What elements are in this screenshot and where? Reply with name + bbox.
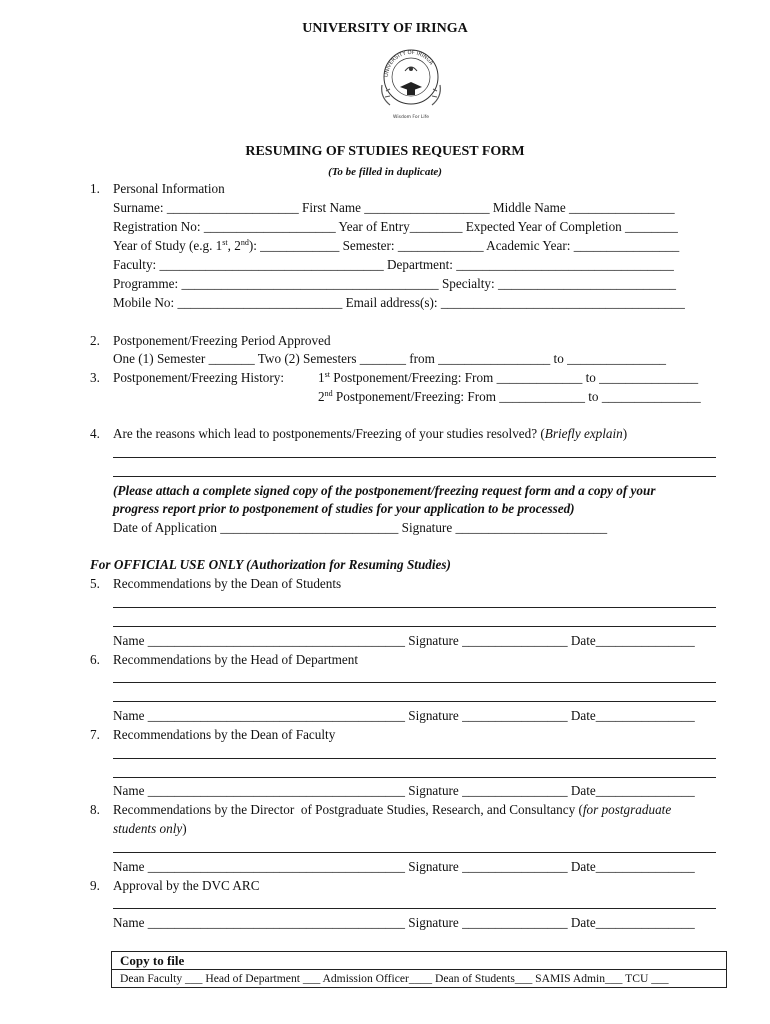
answer-line-8a[interactable] [113, 852, 716, 853]
year-of-study-label-a: Year of Study (e.g. 1 [113, 238, 223, 253]
sign-line-9[interactable]: Name _______________________________________ Signature ________________ Date_______________ [113, 915, 695, 930]
section-title-dvc-arc: Approval by the DVC ARC [113, 878, 260, 893]
sup-st: st [222, 238, 228, 247]
first-num: 1 [318, 370, 325, 385]
university-name: UNIVERSITY OF IRINGA [302, 21, 468, 36]
sign-line-5[interactable]: Name _______________________________________ Signature ________________ Date_______________ [113, 633, 695, 648]
answer-line-4b[interactable] [113, 476, 716, 477]
sign-line-8[interactable]: Name _______________________________________ Signature ________________ Date_______________ [113, 859, 695, 874]
mobile-line[interactable]: Mobile No: _________________________ Email address(s): _____________________________________ [113, 295, 685, 310]
section-title-period: Postponement/Freezing Period Approved [113, 333, 331, 348]
sign-line-7[interactable]: Name _______________________________________ Signature ________________ Date_______________ [113, 783, 695, 798]
second-postponement-text: Postponement/Freezing: From _____________ to _______________ [332, 389, 701, 404]
form-title: RESUMING OF STUDIES REQUEST FORM [245, 144, 525, 159]
section-number-9: 9. [90, 878, 100, 893]
copy-to-file-header-row [112, 952, 726, 970]
answer-line-5a[interactable] [113, 607, 716, 608]
section-title-director-pg [113, 802, 671, 818]
section-title-director-pg-2 [113, 821, 187, 837]
sup-st-2: st [324, 370, 330, 379]
answer-line-6a[interactable] [113, 682, 716, 683]
students-only: students only [113, 821, 183, 836]
reasons-question-text: Are the reasons which lead to postponements/Freezing of your studies resolved? ( [113, 426, 545, 441]
copy-to-file-heading: Copy to file [120, 953, 185, 968]
seal-motto: Wisdom For Life [393, 115, 429, 120]
programme-line[interactable]: Programme: _______________________________________ Specialty: ___________________________ [113, 276, 677, 291]
university-seal-icon [376, 45, 446, 123]
date-of-application-line[interactable]: Date of Application ___________________________ Signature _______________________ [113, 520, 608, 535]
surname-line[interactable]: Surname: ____________________ First Name ___________________ Middle Name ________________ [113, 200, 675, 215]
copy-to-file-box [111, 951, 727, 988]
sup-nd-2: nd [324, 389, 333, 398]
first-postponement-text: Postponement/Freezing: From _____________ to _______________ [329, 370, 699, 385]
second-num: 2 [318, 389, 325, 404]
answer-line-7a[interactable] [113, 758, 716, 759]
answer-line-5b[interactable] [113, 626, 716, 627]
official-use-heading: For OFFICIAL USE ONLY (Authorization for Resuming Studies) [90, 557, 451, 572]
answer-line-9a[interactable] [113, 908, 716, 909]
registration-line[interactable]: Registration No: ____________________ Year of Entry________ Expected Year of Completion ________ [113, 219, 678, 234]
first-postponement-line[interactable] [318, 370, 698, 386]
section-title-head-department: Recommendations by the Head of Department [113, 652, 358, 667]
section-number-3: 3. [90, 370, 100, 385]
attachment-note-1: (Please attach a complete signed copy of the postponement/freezing request form and a copy of your [113, 483, 656, 498]
section-number-6: 6. [90, 652, 100, 667]
attachment-note-2: progress report prior to postponement of studies for your application to be processed) [113, 501, 575, 516]
form-subtitle: (To be filled in duplicate) [328, 166, 442, 178]
reasons-question [113, 426, 627, 442]
svg-text:UNIVERSITY OF IRINGA [384, 50, 434, 77]
year-of-study-label-c: ): ____________ Semester: _____________ Academic Year: ________________ [248, 238, 680, 253]
for-postgraduate: for postgraduate [582, 802, 672, 817]
section-title-dean-students: Recommendations by the Dean of Students [113, 576, 342, 591]
director-title-text: Recommendations by the Director of Postgraduate Studies, Research, and Consultancy ( [113, 802, 583, 817]
section-number-2: 2. [90, 333, 100, 348]
copy-to-file-items[interactable]: Dean Faculty ___ Head of Department ___ Admission Officer____ Dean of Students___ SAMIS Admin___ TCU ___ [120, 972, 669, 985]
section-number-7: 7. [90, 727, 100, 742]
sign-line-6[interactable]: Name _______________________________________ Signature ________________ Date_______________ [113, 708, 695, 723]
period-line[interactable]: One (1) Semester _______ Two (2) Semesters _______ from _________________ to _______________ [113, 351, 667, 366]
answer-line-7b[interactable] [113, 777, 716, 778]
reasons-question-end: ) [622, 426, 628, 441]
section-number-8: 8. [90, 802, 100, 817]
second-postponement-line[interactable] [318, 389, 701, 405]
section-number-5: 5. [90, 576, 100, 591]
section-title-personal-info: Personal Information [113, 181, 225, 196]
section-number-4: 4. [90, 426, 100, 441]
section-title-dean-faculty: Recommendations by the Dean of Faculty [113, 727, 336, 742]
year-of-study-label-b: , 2 [227, 238, 241, 253]
briefly-explain: Briefly explain [544, 426, 623, 441]
answer-line-6b[interactable] [113, 701, 716, 702]
faculty-line[interactable]: Faculty: __________________________________ Department: _________________________________ [113, 257, 674, 272]
section-title-history: Postponement/Freezing History: [113, 370, 285, 385]
year-of-study-line[interactable] [113, 238, 679, 254]
answer-line-4a[interactable] [113, 457, 716, 458]
seal-caption: UNIVERSITY OF IRINGA [383, 49, 435, 78]
sup-nd: nd [240, 238, 249, 247]
section-number-1: 1. [90, 181, 100, 196]
students-only-end: ) [182, 821, 187, 836]
